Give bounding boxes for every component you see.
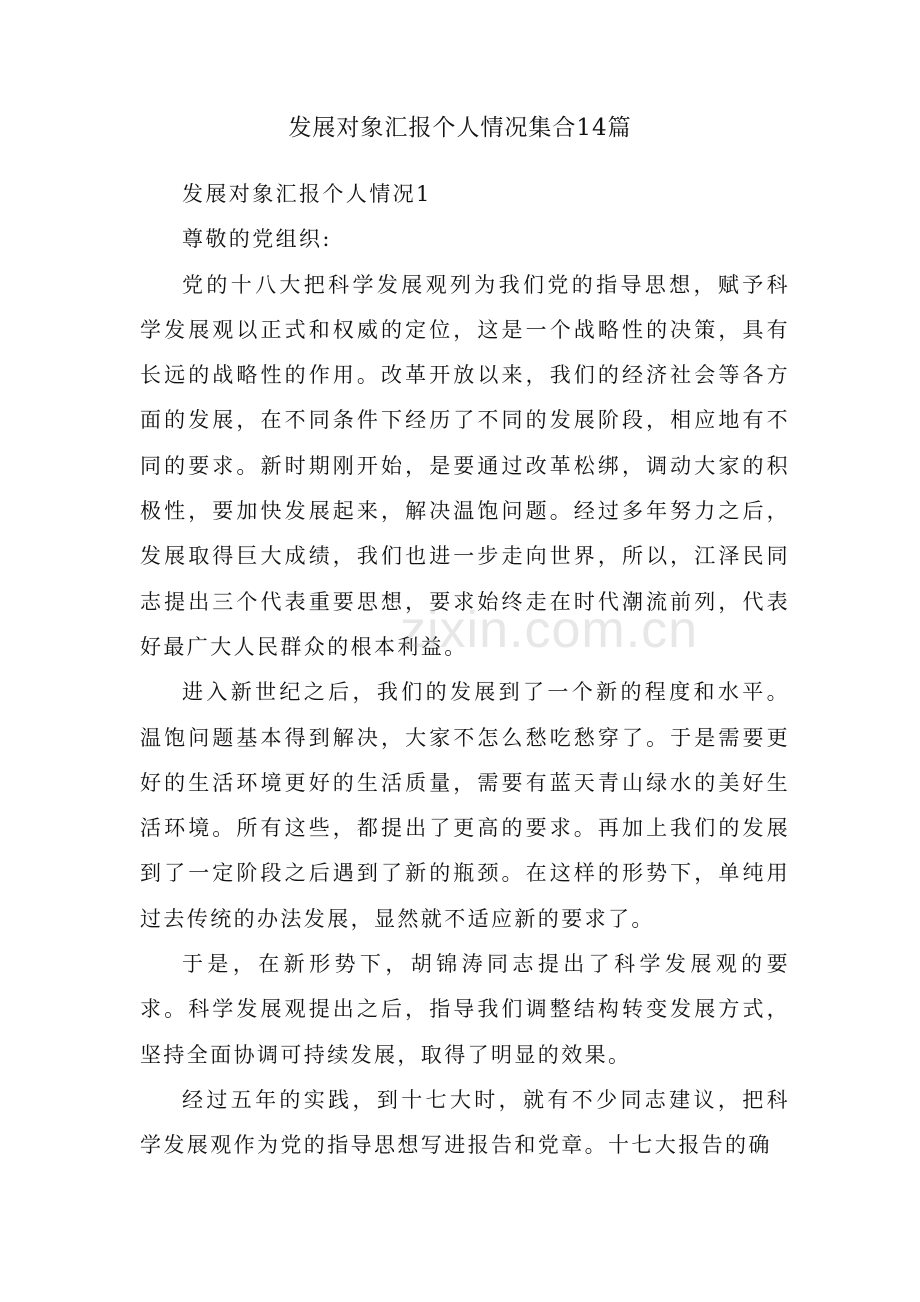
paragraph-3: 于是，在新形势下，胡锦涛同志提出了科学发展观的要求。科学发展观提出之后，指导我们调整结构转变发展方式，坚持全面协调可持续发展，取得了明显的效果。	[140, 952, 790, 1067]
watermark-text: zixin.com.cn	[400, 601, 699, 659]
paragraph-4: 经过五年的实践，到十七大时，就有不少同志建议，把科学发展观作为党的指导思想写进报告和党章。十七大报告的确	[140, 1087, 790, 1158]
salutation: 尊敬的党组织:	[182, 227, 332, 252]
document-body	[140, 172, 790, 1169]
paragraph-2: 进入新世纪之后，我们的发展到了一个新的程度和水平。温饱问题基本得到解决，大家不怎么愁吃愁穿了。于是需要更好的生活环境更好的生活质量，需要有蓝天青山绿水的美好生活环境。所有这些，都提出了更高的要求。再加上我们的发展到了一定阶段之后遇到了新的瓶颈。在这样的形势下，单纯用过去传统的办法发展，显然就不适应新的要求了。	[140, 680, 790, 931]
section-heading: 发展对象汇报个人情况1	[182, 182, 432, 206]
document-title: 发展对象汇报个人情况集合14篇	[288, 115, 632, 141]
paragraph-1: 党的十八大把科学发展观列为我们党的指导思想，赋予科学发展观以正式和权威的定位，这是一个战略性的决策，具有长远的战略性的作用。改革开放以来，我们的经济社会等各方面的发展，在不同条件下经历了不同的发展阶段，相应地有不同的要求。新时期刚开始，是要通过改革松绑，调动大家的积极性，要加快发展起来，解决温饱问题。经过多年努力之后，发展取得巨大成绩，我们也进一步走向世界，所以，江泽民同志提出三个代表重要思想，要求始终走在时代潮流前列，代表好最广大人民群众的根本利益。	[140, 272, 790, 659]
